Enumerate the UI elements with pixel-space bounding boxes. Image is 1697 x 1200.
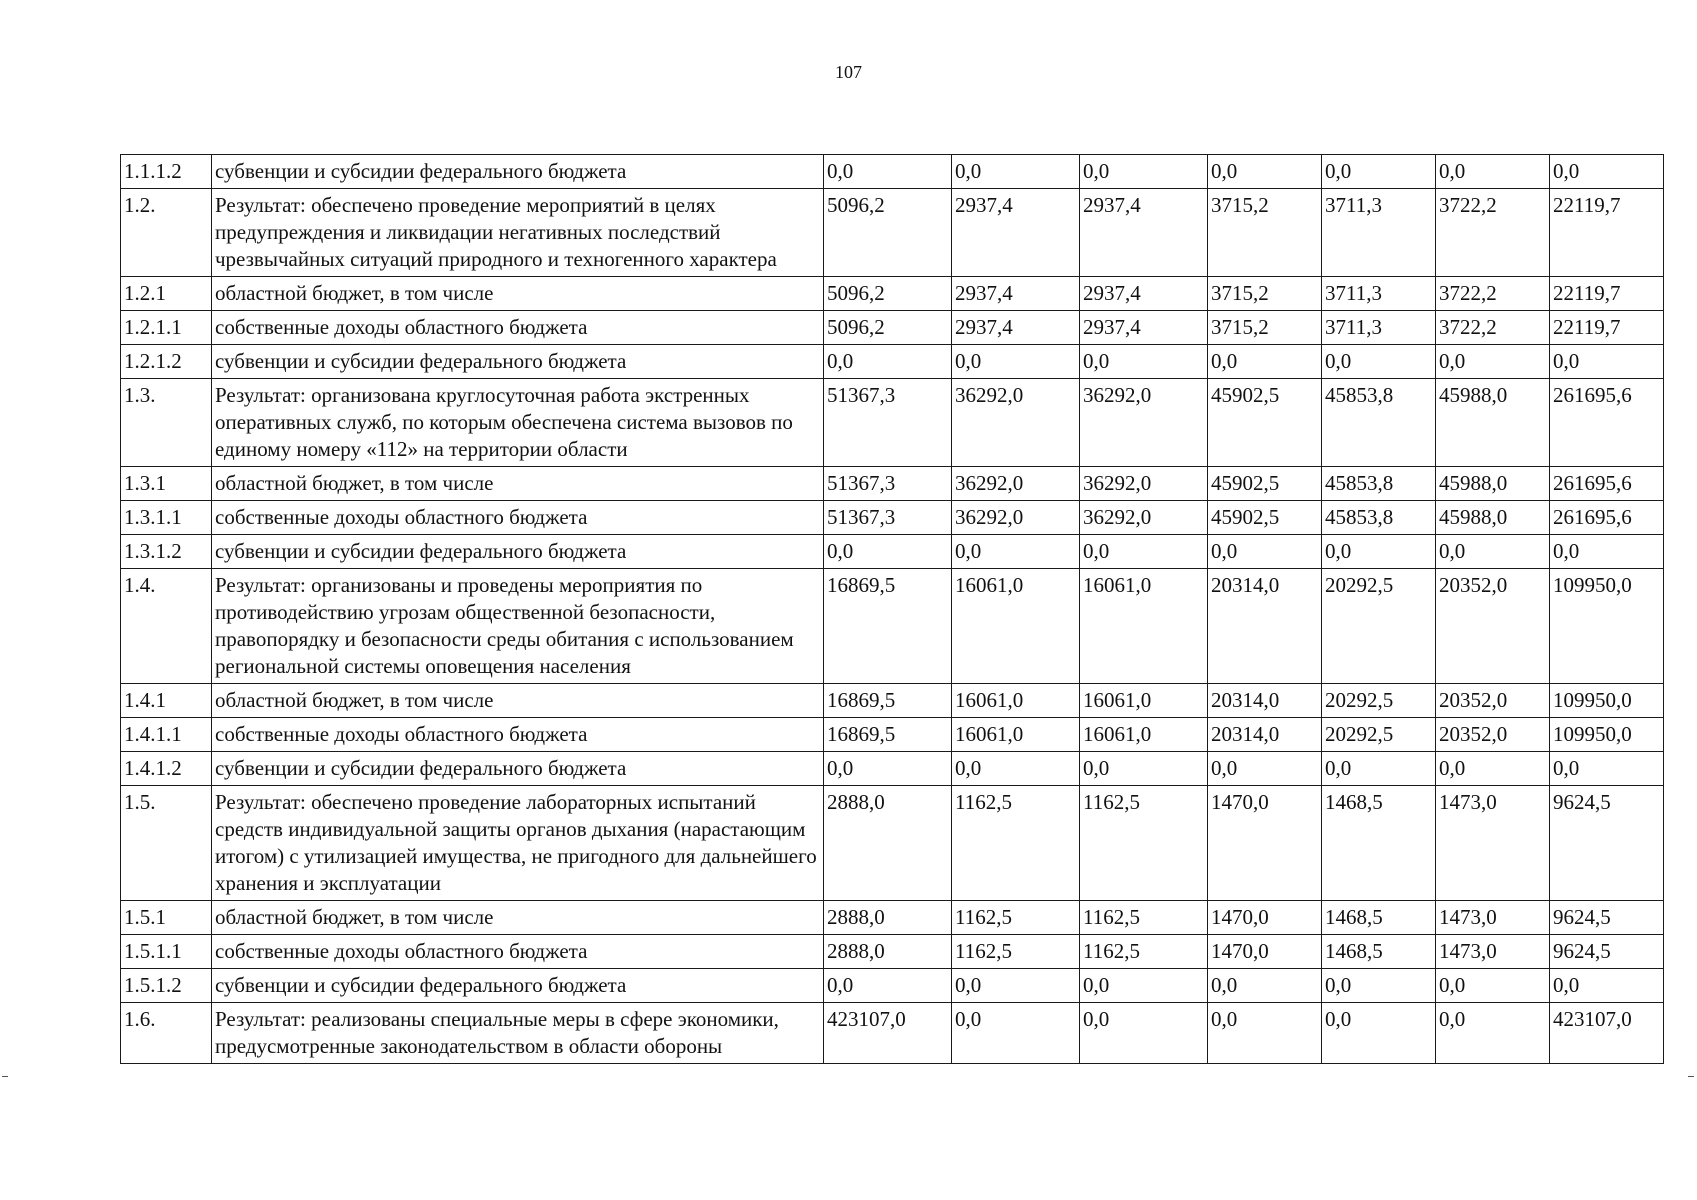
row-value-2: 0,0 [952,535,1080,569]
row-description: субвенции и субсидии федерального бюджета [212,155,824,189]
row-value-2: 2937,4 [952,277,1080,311]
page-number: 107 [835,62,862,82]
row-value-4: 1470,0 [1208,786,1322,901]
row-value-1: 0,0 [824,969,952,1003]
table-row [121,379,1664,467]
row-value-2: 1162,5 [952,786,1080,901]
row-value-1: 0,0 [824,752,952,786]
row-value-7: 9624,5 [1550,901,1664,935]
row-value-7: 0,0 [1550,969,1664,1003]
row-value-6: 1473,0 [1436,786,1550,901]
row-code: 1.2.1.2 [121,345,212,379]
row-value-7: 0,0 [1550,345,1664,379]
budget-table-body [121,155,1664,1064]
row-value-2: 16061,0 [952,684,1080,718]
row-code: 1.3.1.2 [121,535,212,569]
row-value-7: 22119,7 [1550,277,1664,311]
row-value-7: 109950,0 [1550,718,1664,752]
row-value-4: 0,0 [1208,345,1322,379]
row-value-6: 45988,0 [1436,379,1550,467]
row-value-2: 0,0 [952,969,1080,1003]
table-row [121,535,1664,569]
row-value-1: 2888,0 [824,786,952,901]
row-value-6: 1473,0 [1436,935,1550,969]
row-description: Результат: обеспечено проведение лабораторных испытаний средств индивидуальной защиты органов дыхания (нарастающим итогом) с утилизацией имущества, не пригодного для дальнейшего хранения и эксплуатации [212,786,824,901]
row-value-2: 36292,0 [952,501,1080,535]
row-value-1: 5096,2 [824,189,952,277]
row-value-1: 51367,3 [824,467,952,501]
row-value-3: 36292,0 [1080,467,1208,501]
row-value-2: 16061,0 [952,718,1080,752]
row-value-5: 1468,5 [1322,786,1436,901]
row-value-3: 0,0 [1080,345,1208,379]
row-code: 1.4.1.2 [121,752,212,786]
row-value-4: 1470,0 [1208,901,1322,935]
row-value-1: 16869,5 [824,684,952,718]
row-code: 1.1.1.2 [121,155,212,189]
row-description: областной бюджет, в том числе [212,684,824,718]
row-value-4: 20314,0 [1208,718,1322,752]
row-value-7: 0,0 [1550,752,1664,786]
row-value-3: 2937,4 [1080,311,1208,345]
row-value-5: 0,0 [1322,535,1436,569]
row-value-7: 423107,0 [1550,1003,1664,1064]
row-value-1: 16869,5 [824,718,952,752]
row-value-4: 45902,5 [1208,501,1322,535]
row-value-6: 20352,0 [1436,569,1550,684]
row-value-7: 9624,5 [1550,786,1664,901]
right-margin-mark [1688,1076,1694,1077]
row-code: 1.4.1 [121,684,212,718]
row-value-1: 51367,3 [824,501,952,535]
row-description: собственные доходы областного бюджета [212,718,824,752]
row-value-2: 0,0 [952,1003,1080,1064]
row-value-3: 2937,4 [1080,277,1208,311]
row-value-5: 20292,5 [1322,718,1436,752]
row-value-6: 0,0 [1436,752,1550,786]
row-code: 1.3.1.1 [121,501,212,535]
row-value-1: 2888,0 [824,901,952,935]
row-value-4: 45902,5 [1208,467,1322,501]
row-value-4: 45902,5 [1208,379,1322,467]
row-value-5: 0,0 [1322,752,1436,786]
row-value-7: 109950,0 [1550,569,1664,684]
row-value-3: 0,0 [1080,969,1208,1003]
row-value-7: 261695,6 [1550,379,1664,467]
row-value-1: 5096,2 [824,311,952,345]
row-description: собственные доходы областного бюджета [212,311,824,345]
row-value-3: 0,0 [1080,752,1208,786]
row-value-4: 3715,2 [1208,277,1322,311]
row-description: Результат: обеспечено проведение мероприятий в целях предупреждения и ликвидации негативных последствий чрезвычайных ситуаций природного и техногенного характера [212,189,824,277]
row-value-3: 16061,0 [1080,684,1208,718]
row-value-7: 22119,7 [1550,189,1664,277]
row-value-1: 423107,0 [824,1003,952,1064]
table-row [121,569,1664,684]
row-value-7: 0,0 [1550,535,1664,569]
row-value-6: 0,0 [1436,969,1550,1003]
row-value-1: 0,0 [824,155,952,189]
row-value-1: 2888,0 [824,935,952,969]
row-value-3: 36292,0 [1080,379,1208,467]
row-value-4: 3715,2 [1208,189,1322,277]
row-description: собственные доходы областного бюджета [212,935,824,969]
row-description: областной бюджет, в том числе [212,467,824,501]
row-value-2: 1162,5 [952,901,1080,935]
row-description: субвенции и субсидии федерального бюджета [212,969,824,1003]
row-value-2: 1162,5 [952,935,1080,969]
row-value-6: 3722,2 [1436,311,1550,345]
row-value-2: 2937,4 [952,189,1080,277]
row-value-4: 0,0 [1208,1003,1322,1064]
row-code: 1.2.1 [121,277,212,311]
row-value-2: 2937,4 [952,311,1080,345]
row-value-5: 1468,5 [1322,901,1436,935]
row-code: 1.5.1.2 [121,969,212,1003]
row-description: субвенции и субсидии федерального бюджета [212,345,824,379]
row-value-3: 16061,0 [1080,569,1208,684]
row-value-5: 0,0 [1322,969,1436,1003]
table-row [121,786,1664,901]
row-value-2: 0,0 [952,345,1080,379]
row-value-5: 1468,5 [1322,935,1436,969]
row-value-4: 0,0 [1208,969,1322,1003]
budget-table [120,154,1664,1064]
row-value-4: 20314,0 [1208,569,1322,684]
row-description: субвенции и субсидии федерального бюджета [212,535,824,569]
table-row [121,155,1664,189]
table-row [121,901,1664,935]
row-code: 1.3.1 [121,467,212,501]
row-value-4: 0,0 [1208,535,1322,569]
row-value-5: 20292,5 [1322,569,1436,684]
row-value-6: 0,0 [1436,155,1550,189]
row-code: 1.4.1.1 [121,718,212,752]
row-value-1: 5096,2 [824,277,952,311]
row-value-6: 3722,2 [1436,189,1550,277]
row-value-3: 1162,5 [1080,786,1208,901]
row-value-7: 9624,5 [1550,935,1664,969]
table-row [121,752,1664,786]
row-value-2: 36292,0 [952,379,1080,467]
row-value-2: 36292,0 [952,467,1080,501]
row-value-5: 3711,3 [1322,189,1436,277]
row-value-6: 1473,0 [1436,901,1550,935]
row-value-3: 2937,4 [1080,189,1208,277]
row-code: 1.3. [121,379,212,467]
row-value-5: 0,0 [1322,1003,1436,1064]
table-row [121,718,1664,752]
row-value-6: 0,0 [1436,345,1550,379]
row-value-5: 20292,5 [1322,684,1436,718]
row-value-7: 261695,6 [1550,467,1664,501]
row-description: Результат: реализованы специальные меры в сфере экономики, предусмотренные законодательством в области обороны [212,1003,824,1064]
row-code: 1.6. [121,1003,212,1064]
row-value-4: 0,0 [1208,155,1322,189]
table-row [121,345,1664,379]
row-code: 1.5. [121,786,212,901]
row-value-7: 0,0 [1550,155,1664,189]
table-row [121,935,1664,969]
row-description: областной бюджет, в том числе [212,901,824,935]
table-row [121,501,1664,535]
row-value-5: 0,0 [1322,345,1436,379]
row-value-3: 0,0 [1080,1003,1208,1064]
row-code: 1.5.1 [121,901,212,935]
row-value-1: 51367,3 [824,379,952,467]
row-value-2: 0,0 [952,155,1080,189]
row-description: собственные доходы областного бюджета [212,501,824,535]
table-row [121,969,1664,1003]
row-value-6: 20352,0 [1436,718,1550,752]
row-value-2: 16061,0 [952,569,1080,684]
row-value-1: 0,0 [824,345,952,379]
row-description: субвенции и субсидии федерального бюджета [212,752,824,786]
row-value-3: 36292,0 [1080,501,1208,535]
row-description: Результат: организованы и проведены мероприятия по противодействию угрозам общественной безопасности, правопорядку и безопасности среды обитания с использованием региональной системы оповещения населения [212,569,824,684]
row-value-7: 261695,6 [1550,501,1664,535]
table-row [121,1003,1664,1064]
table-row [121,467,1664,501]
row-code: 1.5.1.1 [121,935,212,969]
table-row [121,189,1664,277]
row-value-2: 0,0 [952,752,1080,786]
row-description: областной бюджет, в том числе [212,277,824,311]
row-value-6: 20352,0 [1436,684,1550,718]
row-value-7: 22119,7 [1550,311,1664,345]
row-value-1: 0,0 [824,535,952,569]
row-value-5: 3711,3 [1322,311,1436,345]
row-value-4: 0,0 [1208,752,1322,786]
row-value-7: 109950,0 [1550,684,1664,718]
row-value-5: 45853,8 [1322,379,1436,467]
row-value-5: 45853,8 [1322,501,1436,535]
row-value-5: 3711,3 [1322,277,1436,311]
row-value-3: 16061,0 [1080,718,1208,752]
row-value-6: 45988,0 [1436,467,1550,501]
row-value-4: 3715,2 [1208,311,1322,345]
row-value-3: 0,0 [1080,155,1208,189]
row-code: 1.4. [121,569,212,684]
row-code: 1.2.1.1 [121,311,212,345]
row-code: 1.2. [121,189,212,277]
row-value-1: 16869,5 [824,569,952,684]
row-value-6: 0,0 [1436,1003,1550,1064]
row-description: Результат: организована круглосуточная работа экстренных оперативных служб, по которым обеспечена система вызовов по единому номеру «112» на территории области [212,379,824,467]
row-value-5: 0,0 [1322,155,1436,189]
table-row [121,277,1664,311]
row-value-6: 45988,0 [1436,501,1550,535]
row-value-3: 1162,5 [1080,901,1208,935]
table-row [121,311,1664,345]
table-row [121,684,1664,718]
row-value-5: 45853,8 [1322,467,1436,501]
row-value-4: 20314,0 [1208,684,1322,718]
row-value-3: 1162,5 [1080,935,1208,969]
row-value-6: 3722,2 [1436,277,1550,311]
row-value-3: 0,0 [1080,535,1208,569]
row-value-6: 0,0 [1436,535,1550,569]
left-margin-mark [2,1076,8,1077]
row-value-4: 1470,0 [1208,935,1322,969]
